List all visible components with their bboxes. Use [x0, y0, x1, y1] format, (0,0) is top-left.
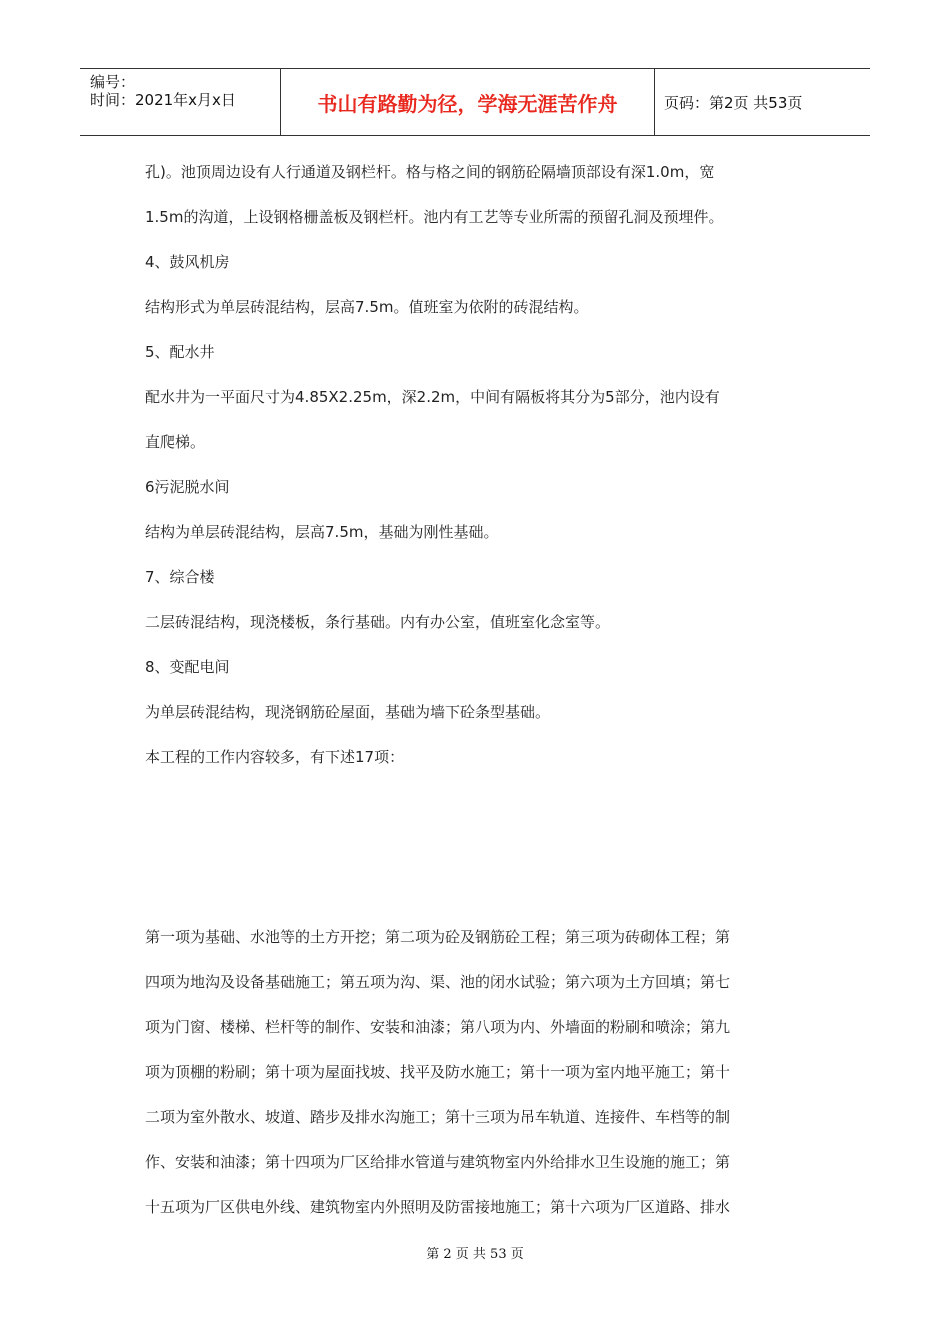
body-line: 1.5m的沟道，上设钢格栅盖板及钢栏杆。池内有工艺等专业所需的预留孔洞及预埋件。 [145, 208, 724, 226]
body-line: 二项为室外散水、坡道、踏步及排水沟施工；第十三项为吊车轨道、连接件、车档等的制 [145, 1108, 731, 1126]
body-line: 项为门窗、楼梯、栏杆等的制作、安装和油漆；第八项为内、外墙面的粉刷和喷涂；第九 [145, 1018, 731, 1036]
body-line: 四项为地沟及设备基础施工；第五项为沟、渠、池的闭水试验；第六项为土方回填；第七 [145, 973, 731, 991]
header-motto: 书山有路勤为径，学海无涯苦作舟 [317, 92, 618, 116]
body-line: 第一项为基础、水池等的土方开挖；第二项为砼及钢筋砼工程；第三项为砖砌体工程；第 [145, 928, 731, 946]
document-number-label: 编号： [90, 73, 136, 91]
blank-space [145, 782, 805, 917]
section-heading: 6污泥脱水间 [145, 478, 230, 496]
document-body [145, 152, 805, 1232]
body-line: 作、安装和油漆；第十四项为厂区给排水管道与建筑物室内外给排水卫生设施的施工；第 [145, 1153, 731, 1171]
page-header [80, 68, 870, 136]
section-heading: 4、鼓风机房 [145, 253, 230, 271]
body-line: 配水井为一平面尺寸为4.85X2.25m，深2.2m，中间有隔板将其分为5部分，池内设有 [145, 388, 720, 406]
header-meta-cell [80, 69, 281, 135]
body-line: 结构为单层砖混结构，层高7.5m，基础为刚性基础。 [145, 523, 499, 541]
body-line: 项为顶棚的粉刷；第十项为屋面找坡、找平及防水施工；第十一项为室内地平施工；第十 [145, 1063, 731, 1081]
section-heading: 8、变配电间 [145, 658, 230, 676]
section-heading: 5、配水井 [145, 343, 215, 361]
body-line: 二层砖混结构，现浇楼板，条行基础。内有办公室，值班室化念室等。 [145, 613, 611, 631]
header-page-cell [655, 69, 870, 135]
document-date-label: 时间：2021年x月x日 [90, 91, 236, 109]
header-page-info: 页码：第2页 共53页 [664, 94, 803, 112]
page-footer: 第 2 页 共 53 页 [426, 1247, 524, 1262]
header-motto-cell [281, 69, 655, 135]
body-line: 本工程的工作内容较多，有下述17项： [145, 748, 405, 766]
body-line: 为单层砖混结构，现浇钢筋砼屋面，基础为墙下砼条型基础。 [145, 703, 551, 721]
body-line: 十五项为厂区供电外线、建筑物室内外照明及防雷接地施工；第十六项为厂区道路、排水 [145, 1198, 731, 1216]
body-line: 孔)。池顶周边设有人行通道及钢栏杆。格与格之间的钢筋砼隔墙顶部设有深1.0m，宽 [145, 163, 715, 181]
body-line: 直爬梯。 [145, 433, 206, 451]
section-heading: 7、综合楼 [145, 568, 215, 586]
body-line: 结构形式为单层砖混结构，层高7.5m。值班室为依附的砖混结构。 [145, 298, 589, 316]
